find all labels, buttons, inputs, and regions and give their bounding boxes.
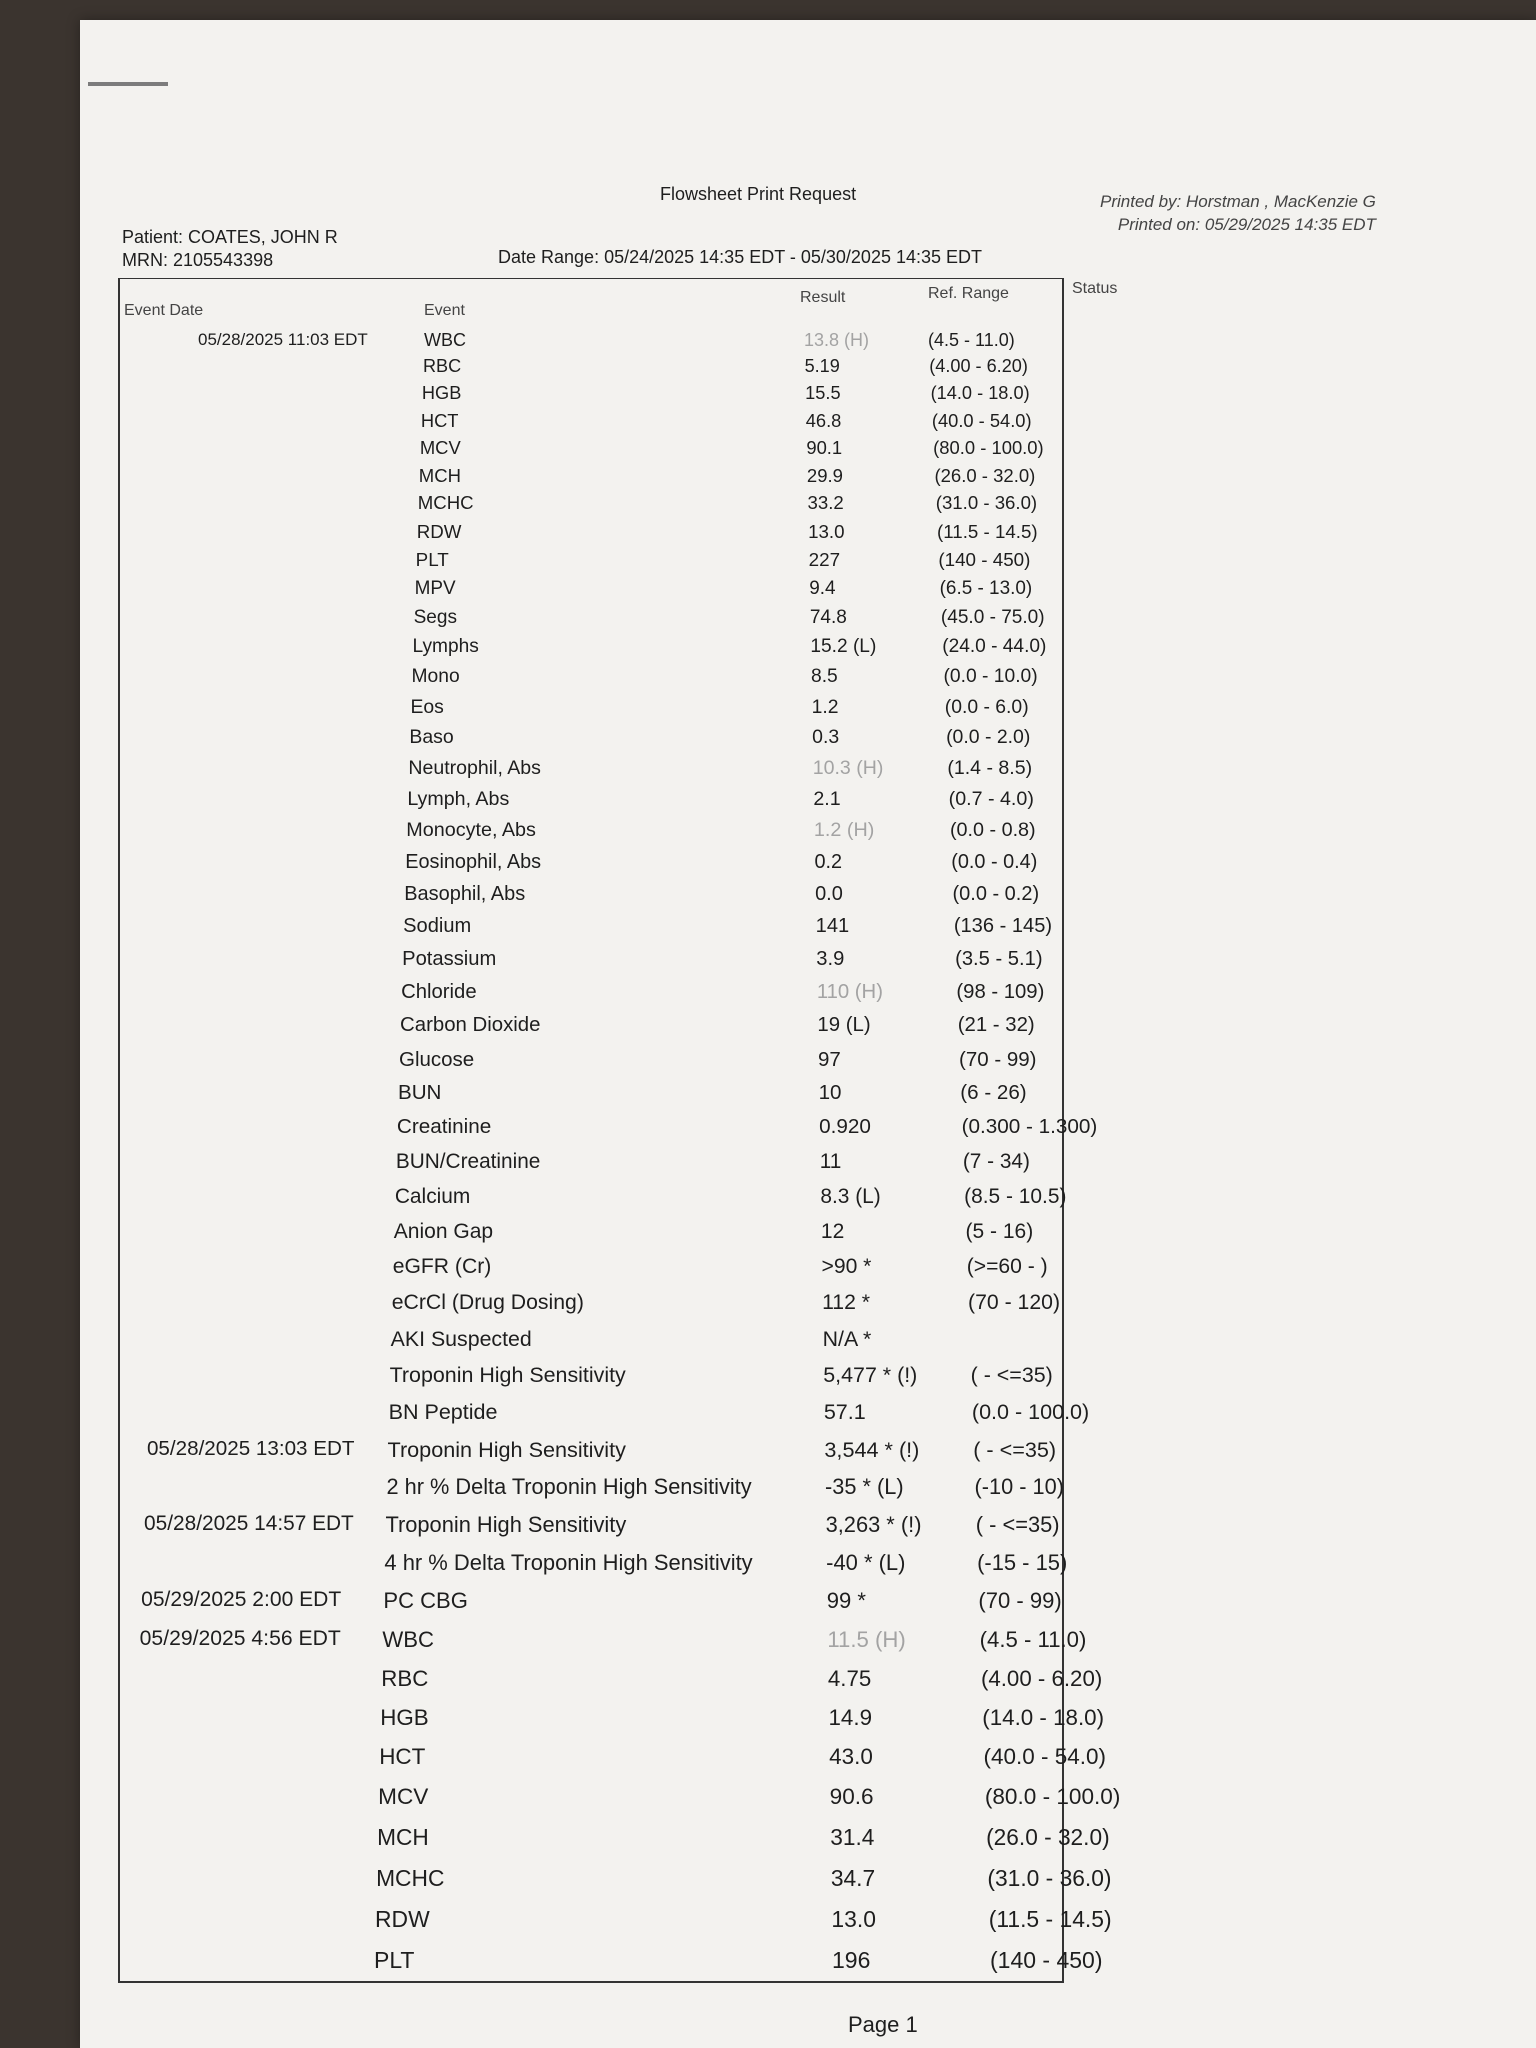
event-name: BUN [397,1081,442,1104]
result-value: 34.7 [830,1865,876,1891]
table-row [0,549,1536,575]
table-row [0,1048,1536,1074]
result-value: 227 [808,549,841,570]
table-row [0,1400,1536,1426]
result-value: 2.1 [813,788,841,810]
table-row [0,1550,1536,1576]
event-name: eCrCl (Drug Dosing) [391,1291,584,1314]
patient-info [122,226,338,272]
event-name: AKI Suspected [390,1327,532,1351]
reference-range: (8.5 - 10.5) [964,1185,1067,1208]
col-event-date: Event Date [124,302,204,319]
reference-range: (0.0 - 2.0) [946,726,1031,748]
table-row [0,1784,1536,1810]
reference-range: (98 - 109) [956,981,1045,1003]
table-row [0,757,1536,783]
table-row [0,1906,1536,1932]
result-value: 99 * [826,1588,866,1613]
result-value: 11.5 (H) [827,1627,906,1652]
event-date: 05/29/2025 2:00 EDT [141,1588,342,1611]
print-info [1100,190,1376,236]
table-row [0,1291,1536,1317]
reference-range: (0.0 - 10.0) [943,666,1038,687]
result-value: 10.3 (H) [812,757,884,779]
col-event: Event [424,302,465,319]
table-row [0,1115,1536,1141]
result-value: 3.9 [816,948,845,970]
reference-range: (5 - 16) [965,1220,1034,1243]
event-name: RBC [422,356,462,376]
page-number: Page 1 [848,2012,918,2037]
event-name: Troponin High Sensitivity [385,1512,627,1537]
result-value: 90.6 [829,1784,874,1809]
table-row [0,356,1536,382]
table-row [0,1255,1536,1281]
result-value: 1.2 (H) [813,819,875,841]
reference-range: ( - <=35) [975,1512,1060,1537]
table-row [0,1865,1536,1891]
event-date: 05/28/2025 13:03 EDT [146,1437,355,1460]
result-value: 97 [818,1048,841,1071]
event-name: BUN/Creatinine [395,1150,541,1173]
reference-range: (26.0 - 32.0) [934,465,1036,486]
event-name: Creatinine [396,1115,492,1138]
result-value: 15.5 [805,383,841,403]
event-name: Sodium [403,915,472,937]
event-name: MCV [419,437,461,458]
table-row [0,1081,1536,1107]
result-value: 57.1 [823,1400,866,1424]
result-value: 43.0 [829,1744,873,1769]
event-name: MCH [418,465,461,486]
table-row [0,1185,1536,1211]
event-date: 05/28/2025 11:03 EDT [198,330,368,349]
event-name: HCT [420,410,459,431]
reference-range: (31.0 - 36.0) [935,492,1038,513]
reference-range: (70 - 120) [968,1291,1061,1314]
result-value: 8.3 (L) [820,1185,881,1208]
result-value: 13.8 (H) [804,330,870,350]
reference-range: (40.0 - 54.0) [931,410,1032,431]
result-value: 112 * [822,1291,871,1314]
table-row [0,1014,1536,1040]
result-value: 29.9 [806,465,843,486]
result-value: 3,263 * (!) [825,1512,922,1537]
event-name: Troponin High Sensitivity [389,1363,626,1387]
table-row [0,788,1536,814]
table-row [0,578,1536,604]
event-name: HGB [421,383,462,403]
result-value: 15.2 (L) [810,636,877,657]
table-row [0,521,1536,547]
table-row [0,883,1536,909]
result-value: 0.0 [815,883,843,905]
report-title: Flowsheet Print Request [660,184,857,204]
table-row [0,1327,1536,1353]
result-value: 4.75 [827,1666,872,1691]
table-row [0,696,1536,722]
event-name: Carbon Dioxide [400,1014,541,1036]
event-name: Calcium [394,1185,471,1208]
printed-on: Printed on: 05/29/2025 14:35 EDT [1117,215,1376,234]
result-value: 141 [815,915,850,937]
fold-mark [88,82,168,86]
table-row [0,465,1536,491]
result-value: 46.8 [805,410,842,431]
table-row [0,330,1536,356]
table-row [0,981,1536,1007]
reference-range: (7 - 34) [962,1150,1030,1173]
col-ref-range: Ref. Range [928,285,1009,302]
event-name: WBC [382,1627,435,1652]
reference-range: (140 - 450) [938,549,1031,570]
result-value: -35 * (L) [825,1474,904,1499]
event-name: Segs [413,607,457,628]
table-row [0,1824,1536,1850]
event-name: MPV [414,578,456,599]
event-name: Glucose [399,1048,475,1071]
table-row [0,948,1536,974]
table-row [0,819,1536,845]
patient-mrn: MRN: 2105543398 [122,250,274,270]
result-value: 14.9 [828,1705,873,1730]
table-row [0,1437,1536,1463]
patient-name: Patient: COATES, JOHN R [122,227,338,247]
table-row [0,1220,1536,1246]
reference-range: (0.7 - 4.0) [948,788,1034,810]
reference-range: (136 - 145) [953,915,1053,937]
event-name: MCHC [376,1865,445,1891]
event-name: MCHC [417,492,474,513]
table-row [0,1947,1536,1973]
table-row [0,636,1536,662]
event-name: Baso [409,726,454,748]
event-name: MCH [377,1824,429,1850]
event-name: RDW [375,1906,430,1932]
result-value: -40 * (L) [826,1550,906,1575]
result-value: 31.4 [830,1824,875,1850]
reference-range: (14.0 - 18.0) [982,1705,1105,1730]
reference-range: (140 - 450) [990,1947,1103,1973]
event-name: Anion Gap [393,1220,494,1243]
result-value: 8.5 [811,666,838,687]
reference-range: (80.0 - 100.0) [984,1784,1121,1809]
event-name: HCT [379,1744,426,1769]
table-row [0,383,1536,409]
reference-range: (>=60 - ) [966,1255,1048,1278]
event-name: Chloride [401,981,477,1003]
table-row [0,492,1536,518]
reference-range: (0.0 - 0.2) [952,883,1040,905]
event-name: WBC [424,330,466,350]
reference-range: (0.0 - 0.4) [951,851,1038,873]
event-name: Mono [411,666,460,687]
result-value: 10 [818,1081,842,1104]
reference-range: (6 - 26) [960,1081,1027,1104]
table-row [0,1705,1536,1731]
table-row [0,666,1536,692]
event-name: Eos [410,696,444,718]
reference-range: (80.0 - 100.0) [933,437,1044,458]
printed-by: Printed by: Horstman , MacKenzie G [1100,192,1376,211]
event-name: Eosinophil, Abs [405,851,542,873]
reference-range: (70 - 99) [959,1048,1037,1071]
reference-range: (24.0 - 44.0) [942,636,1047,657]
table-row [0,1744,1536,1770]
reference-range: (-10 - 10) [974,1474,1064,1499]
reference-range: (11.5 - 14.5) [988,1906,1112,1932]
table-row [0,1666,1536,1692]
reference-range: ( - <=35) [970,1363,1053,1387]
table-row [0,851,1536,877]
reference-range: (26.0 - 32.0) [986,1824,1110,1850]
table-row [0,1588,1536,1614]
result-value: 0.920 [819,1115,871,1138]
event-name: Troponin High Sensitivity [387,1437,626,1462]
event-name: Monocyte, Abs [406,819,536,841]
result-value: 11 [819,1150,842,1173]
reference-range: (1.4 - 8.5) [947,757,1033,779]
event-name: Lymphs [412,636,479,657]
result-value: 196 [832,1947,871,1973]
event-name: Potassium [402,948,497,970]
table-row [0,1474,1536,1500]
event-name: RDW [416,521,462,542]
event-name: Basophil, Abs [404,883,526,905]
table-row [0,410,1536,436]
table-row [0,607,1536,633]
result-value: 12 [820,1220,845,1243]
reference-range: (4.00 - 6.20) [929,356,1028,376]
result-value: 13.0 [808,521,845,542]
reference-range: (45.0 - 75.0) [940,607,1045,628]
col-result: Result [800,289,846,306]
reference-range: (11.5 - 14.5) [937,521,1038,542]
table-row [0,1150,1536,1176]
result-value: 9.4 [809,578,836,599]
event-name: 2 hr % Delta Troponin High Sensitivity [386,1474,752,1499]
reference-range: (6.5 - 13.0) [939,578,1033,599]
table-row [0,437,1536,463]
event-date: 05/29/2025 4:56 EDT [139,1627,341,1650]
reference-range: (21 - 32) [957,1014,1035,1036]
result-value: 0.3 [812,726,840,748]
event-name: RBC [381,1666,429,1691]
date-range: Date Range: 05/24/2025 14:35 EDT - 05/30/2025 14:35 EDT [498,247,983,267]
event-name: PLT [374,1947,415,1973]
result-value: 19 (L) [817,1014,871,1036]
reference-range: (40.0 - 54.0) [983,1744,1106,1769]
reference-range: (4.5 - 11.0) [979,1627,1087,1652]
reference-range: (31.0 - 36.0) [987,1865,1112,1891]
result-value: 90.1 [806,437,843,458]
result-value: 1.2 [811,696,839,718]
result-value: 0.2 [814,851,843,873]
reference-range: (70 - 99) [978,1588,1062,1613]
event-name: HGB [380,1705,429,1730]
table-row [0,915,1536,941]
reference-range: (14.0 - 18.0) [930,383,1030,403]
reference-range: ( - <=35) [973,1437,1057,1462]
reference-range: (0.300 - 1.300) [961,1115,1098,1138]
table-row [0,726,1536,752]
event-name: MCV [378,1784,429,1809]
result-value: 3,544 * (!) [824,1437,920,1462]
table-row [0,1512,1536,1538]
event-name: PC CBG [383,1588,468,1613]
event-name: eGFR (Cr) [392,1255,492,1278]
event-name: PLT [415,549,449,570]
col-status: Status [1072,280,1118,297]
table-row [0,1627,1536,1653]
result-value: 74.8 [809,607,847,628]
event-name: Neutrophil, Abs [408,757,541,779]
reference-range: (0.0 - 0.8) [949,819,1036,841]
reference-range: (4.5 - 11.0) [928,330,1015,350]
reference-range: (0.0 - 6.0) [944,696,1029,718]
event-date: 05/28/2025 14:57 EDT [144,1512,354,1535]
event-name: BN Peptide [388,1400,498,1424]
result-value: 5.19 [804,356,840,376]
reference-range: (0.0 - 100.0) [971,1400,1090,1424]
result-value: 33.2 [807,492,844,513]
table-row [0,1363,1536,1389]
result-value: N/A * [822,1327,872,1351]
event-name: Lymph, Abs [407,788,510,810]
result-value: 13.0 [831,1906,876,1932]
reference-range: (-15 - 15) [977,1550,1068,1575]
event-name: 4 hr % Delta Troponin High Sensitivity [384,1550,753,1575]
reference-range: (4.00 - 6.20) [980,1666,1103,1691]
result-value: 110 (H) [816,981,883,1003]
result-value: 5,477 * (!) [823,1363,918,1387]
reference-range: (3.5 - 5.1) [955,948,1043,970]
result-value: >90 * [821,1255,872,1278]
